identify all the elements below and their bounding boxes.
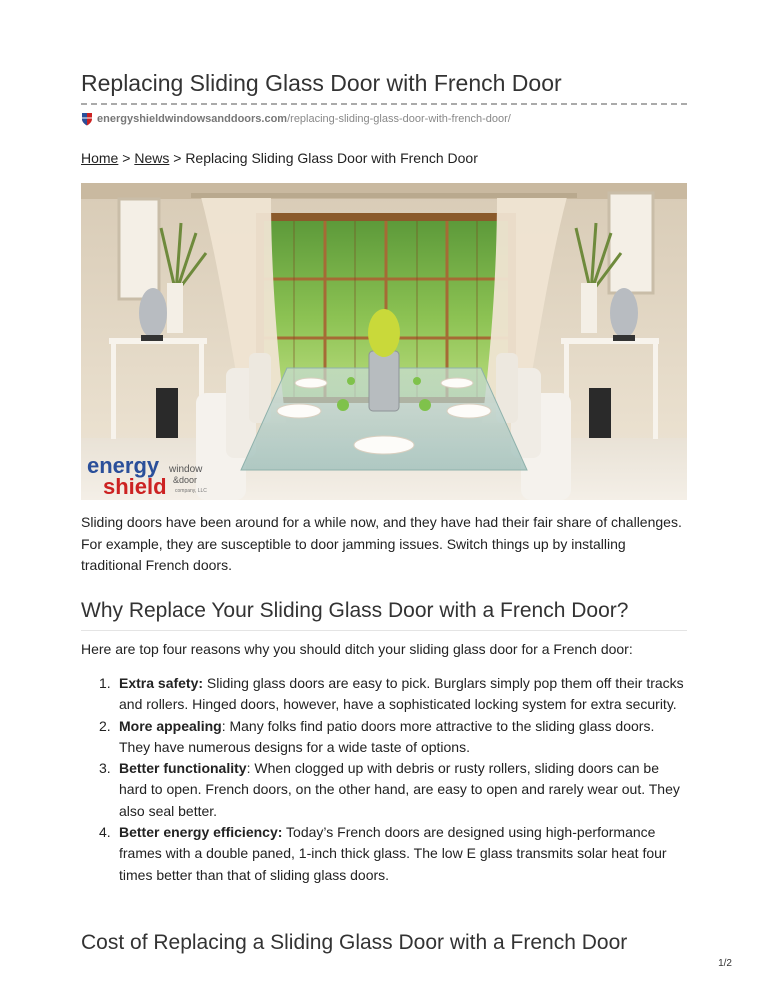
reasons-list [81,673,687,886]
list-item-text: : When clogged up with debris or rusty rollers, sliding doors can be hard to open. French doors, on the other hand, are easy to open and rarely wear out. They also seal better. [119,760,680,819]
list-item [99,673,687,716]
page-number: 1/2 [718,958,732,969]
list-item [99,716,687,759]
breadcrumb [81,150,478,166]
page-title: Replacing Sliding Glass Door with French Door [81,70,562,96]
list-item-term: Better functionality [119,760,247,777]
list-item-text: Sliding glass doors are easy to pick. Burglars simply pop them off their tracks and rollers. Hinged doors, however, have a sophisticated locking system for extra security. [119,675,684,713]
breadcrumb-current: Replacing Sliding Glass Door with French Door [185,150,478,166]
section-heading-cost: Cost of Replacing a Sliding Glass Door with a French Door [81,931,628,954]
list-number: 3. [99,760,111,777]
source-url[interactable] [81,111,511,127]
section-divider [81,630,687,631]
breadcrumb-separator: > [118,150,135,166]
list-item-text: : Many folks find patio doors more attractive to the sliding glass doors. They have numerous designs for a wide taste of options. [119,717,655,755]
svg-text:&door: &door [173,475,198,485]
list-item-term: Extra safety: [119,675,204,691]
breadcrumb-news-link[interactable]: News [134,150,170,166]
list-item [99,822,687,886]
breadcrumb-home-link[interactable]: Home [81,150,119,166]
source-path[interactable]: /replacing-sliding-glass-door-with-french-door/ [287,113,511,125]
reasons-lead: Here are top four reasons why you should ditch your sliding glass door for a French door: [81,641,633,657]
section-heading-why-replace: Why Replace Your Sliding Glass Door with a French Door? [81,599,629,622]
svg-text:shield: shield [103,474,167,499]
list-item [99,758,687,822]
shield-icon [81,112,93,126]
list-number: 4. [99,824,111,841]
source-domain[interactable]: energyshieldwindowsanddoors.com [97,113,288,125]
list-item-term: Better energy efficiency: [119,824,283,841]
intro-paragraph: Sliding doors have been around for a while now, and they have had their fair share of challenges. For example, they are susceptible to door jamming issues. Switch things up by installing traditional French doors. [81,514,682,573]
title-divider [81,103,687,105]
list-number: 2. [99,717,111,734]
breadcrumb-separator: > [169,150,186,166]
svg-text:energy: energy [87,453,160,478]
list-item-term: More appealing [119,717,222,734]
list-number: 1. [99,675,111,691]
list-item-text: Today’s French doors are designed using high-performance frames with a double paned, 1-inch thick glass. The low E glass transmits solar heat four times better than that of sliding glass doors. [119,824,667,883]
svg-text:company, LLC: company, LLC [175,488,207,494]
svg-text:window: window [169,464,203,475]
hero-image [81,183,687,500]
